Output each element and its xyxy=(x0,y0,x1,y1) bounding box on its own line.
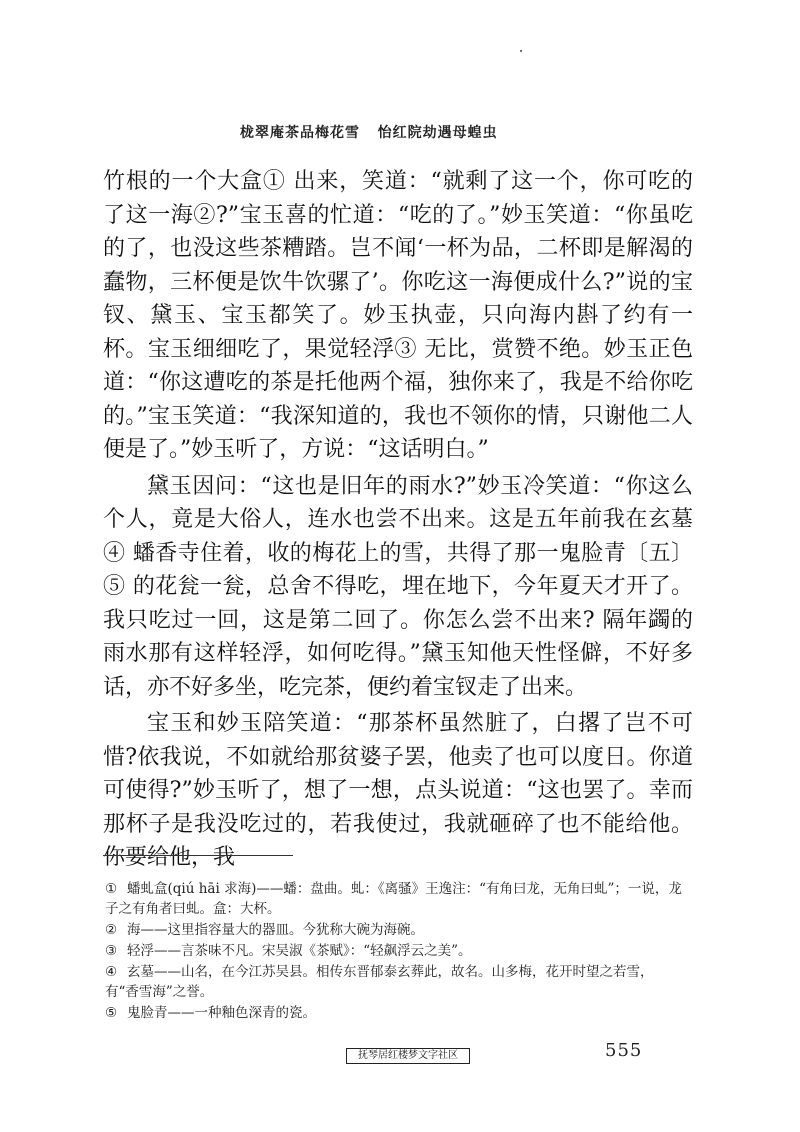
footnotes xyxy=(105,879,687,1024)
footnote-mark: ③ xyxy=(105,943,118,959)
footnote-item xyxy=(105,941,687,961)
footnote-item xyxy=(105,920,687,940)
footnote-mark: ② xyxy=(105,922,118,938)
body-text xyxy=(103,165,693,878)
footnote-item xyxy=(105,962,687,1002)
paragraph: 竹根的一个大盒① 出来，笑道：“就剩了这一个，你可吃的了这一海②?”宝玉喜的忙道：“吃的了。”妙玉笑道：“你虽吃的了，也没这些茶糟踏。岂不闻‘一杯为品，二杯即是解渴的蠢物，三杯便是饮牛饮骡了’。你吃这一海便成什么?”说的宝钗、黛玉、宝玉都笑了。妙玉执壶，只向海内斟了约有一杯。宝玉细细吃了，果觉轻浮③ 无比，赏赞不绝。妙玉正色道：“你这遭吃的茶是托他两个福，独你来了，我是不给你吃的。”宝玉笑道：“我深知道的，我也不领你的情，只谢他二人便是了。”妙玉听了，方说：“这话明白。” xyxy=(103,169,693,462)
footnote-text: 海——这里指容量大的器皿。今犹称大碗为海碗。 xyxy=(127,922,424,938)
paragraph: 宝玉和妙玉陪笑道：“那茶杯虽然脏了，白撂了岂不可惜?依我说，不如就给那贫婆子罢，他卖了也可以度日。你道可使得?”妙玉听了，想了一想，点头说道：“这也罢了。幸而那杯子是我没吃过的，若我使过，我就砸碎了也不能给他。你要给他，我 xyxy=(103,711,693,870)
watermark-stamp: 抚琴居红楼梦文字社区 xyxy=(346,1048,470,1064)
footnote-item xyxy=(105,879,687,919)
footnote-divider xyxy=(103,855,293,856)
footnote-item xyxy=(105,1003,687,1023)
footnote-mark: ⑤ xyxy=(105,1005,118,1021)
footnote-text: 蟠虬盒(qiú hāi 求海)——蟠：盘曲。虬：《离骚》王逸注：“有角曰龙，无角曰虬”；一说，龙子之有角者曰虬。盒：大杯。 xyxy=(105,881,682,917)
paragraph: 黛玉因问：“这也是旧年的雨水?”妙玉冷笑道：“你这么个人，竟是大俗人，连水也尝不出来。这是五年前我在玄墓④ 蟠香寺住着，收的梅花上的雪，共得了那一鬼脸青〔五〕⑤ 的花瓮一瓮，总舍不得吃，埋在地下，今年夏天才开了。我只吃过一回，这是第二回了。你怎么尝不出来? 隔年蠲的雨水那有这样轻浮，如何吃得。”黛玉知他天性怪僻，不好多话，亦不好多坐，吃完茶，便约着宝钗走了出来。 xyxy=(103,473,693,700)
page-number: 555 xyxy=(605,1040,643,1061)
footnote-mark: ④ xyxy=(105,964,118,980)
footnote-text: 玄墓——山名，在今江苏吴县。相传东晋郁泰玄葬此，故名。山多梅，花开时望之若雪，有“香雪海”之誉。 xyxy=(105,964,654,1000)
scan-speck xyxy=(520,50,522,52)
running-header: 栊翠庵茶品梅花雪 怡红院劫遇母蝗虫 xyxy=(240,125,498,141)
footnote-text: 鬼脸青——一种釉色深青的瓷。 xyxy=(127,1005,316,1021)
footnote-mark: ① xyxy=(105,881,118,897)
footnote-text: 轻浮——言茶味不凡。宋吴淑《茶赋》：“轻飙浮云之美”。 xyxy=(127,943,472,959)
